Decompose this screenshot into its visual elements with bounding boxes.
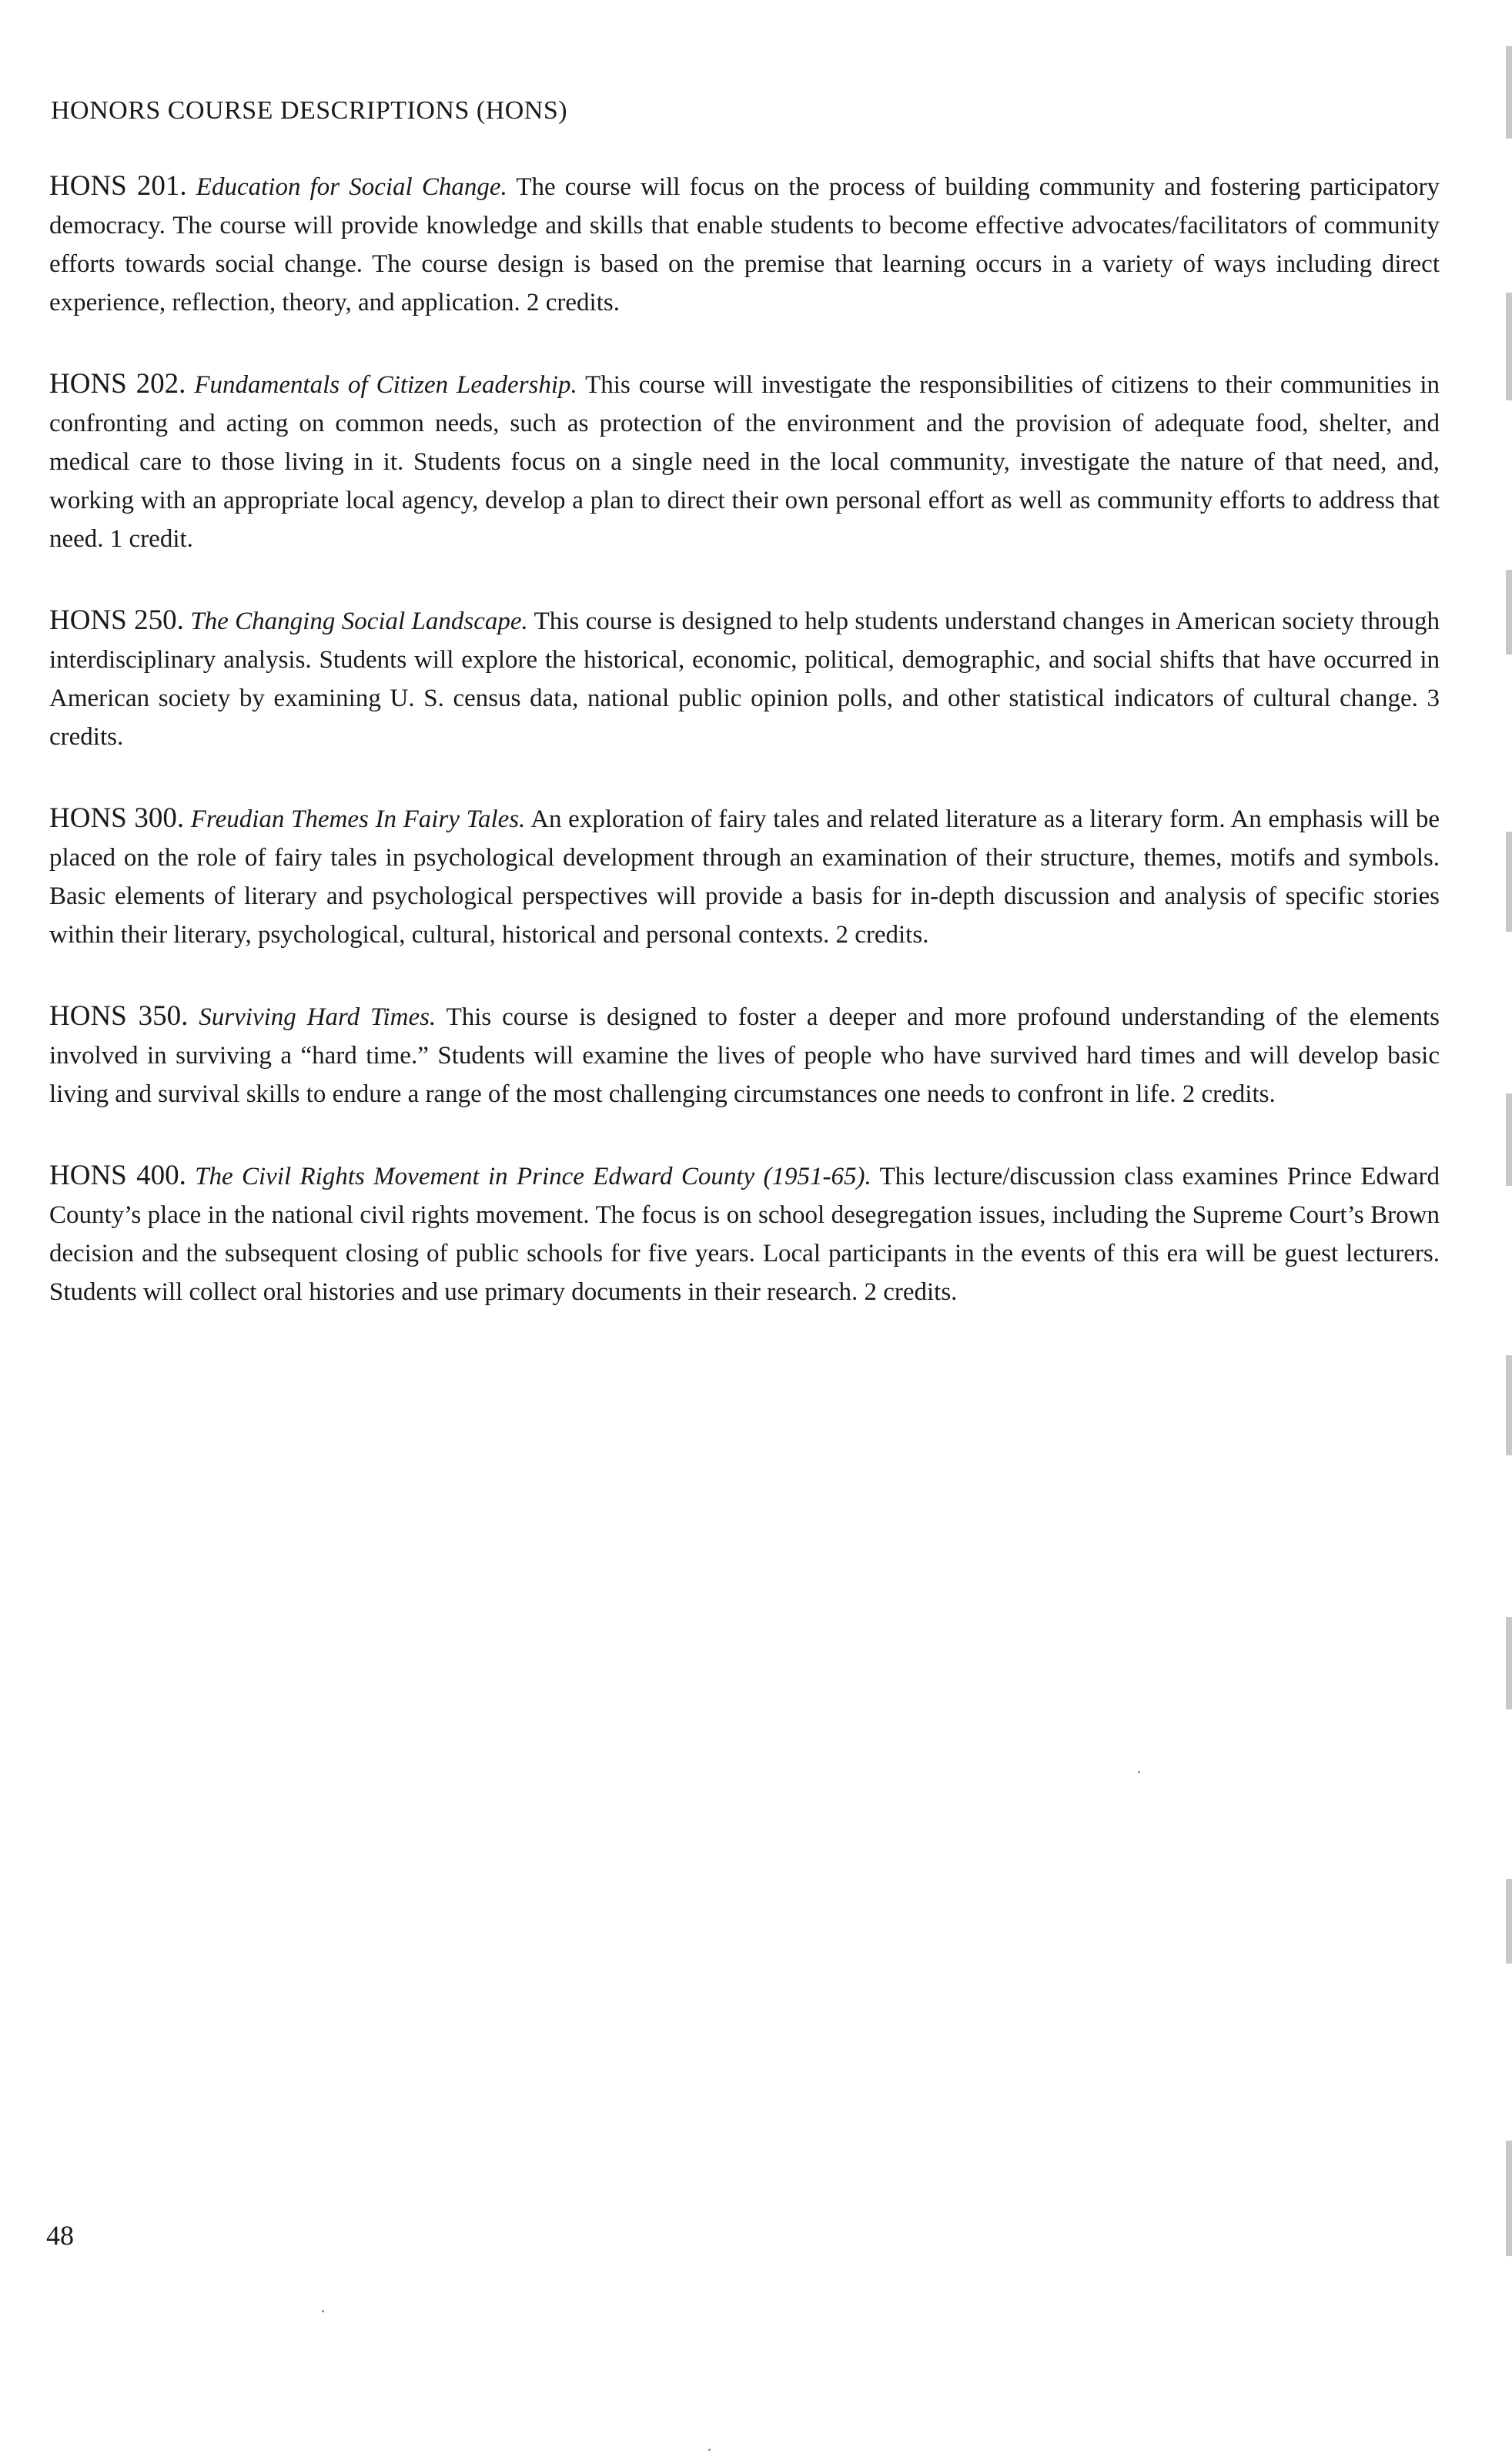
scan-edge-mark [1506, 570, 1512, 655]
scan-speck [1138, 1771, 1140, 1773]
course-code: HONS 300. [49, 802, 185, 834]
course-code: HONS 201. [49, 169, 187, 202]
document-page [49, 49, 1440, 1354]
course-description: This lecture/discussion class examines Prince Edward County’s place in the national civil rights movement. The focus is on school desegregation issues, including the Supreme Court’s Brown decision and the subsequent closing of public schools for five years. Local participants in the events of this era will be guest lecturers. Students will collect oral histories and use primary documents in their research. 2 credits. [49, 1162, 1440, 1306]
course-code: HONS 350. [49, 999, 189, 1032]
course-entry [49, 601, 1440, 756]
course-description: This course will investigate the responsibilities of citizens to their communities in confronting and acting on common needs, such as protection of the environment and the provision of adequate food, shelter, and medical care to those living in it. Students focus on a single need in the local community, investigate the nature of that need, and, working with an appropriate local agency, develop a plan to direct their own personal effort as well as community efforts to address that need. 1 credit. [49, 370, 1440, 553]
scan-edge-mark [1506, 832, 1512, 932]
course-entry [49, 167, 1440, 322]
scan-edge-mark [1506, 1355, 1512, 1455]
course-title: Freudian Themes In Fairy Tales. [190, 805, 526, 833]
scan-edge-mark [1506, 1879, 1512, 1964]
course-description: The course will focus on the process of building community and fostering participatory democracy. The course will provide knowledge and skills that enable students to become effective advocates/facilitators of community efforts towards social change. The course design is based on the premise that learning occurs in a variety of ways including direct experience, reflection, theory, and application. 2 credits. [49, 172, 1440, 316]
course-entry [49, 1157, 1440, 1311]
scan-edge-mark [1506, 2141, 1512, 2256]
course-title: Fundamentals of Citizen Leadership. [194, 370, 577, 399]
course-code: HONS 400. [49, 1159, 186, 1191]
course-description: This course is designed to help students understand changes in American society through interdisciplinary analysis. Students will explore the historical, economic, political, demographic, and social shifts that have occurred in American society by examining U. S. census data, national public opinion polls, and other statistical indicators of cultural change. 3 credits. [49, 607, 1440, 751]
course-title: Surviving Hard Times. [199, 1003, 437, 1031]
course-code: HONS 202. [49, 367, 186, 400]
scan-speck [322, 2310, 324, 2312]
course-entry [49, 997, 1440, 1113]
course-title: The Civil Rights Movement in Prince Edward County (1951-65). [195, 1162, 871, 1190]
page-number: 48 [46, 2220, 74, 2251]
course-title: Education for Social Change. [196, 172, 507, 201]
course-title: The Changing Social Landscape. [190, 607, 528, 635]
course-entry [49, 365, 1440, 558]
scan-edge-mark [1506, 293, 1512, 400]
course-description: An exploration of fairy tales and related literature as a literary form. An emphasis will be placed on the role of fairy tales in psychological development through an examination of their structure, themes, motifs and symbols. Basic elements of literary and psychological perspectives will provide a basis for in-depth discussion and analysis of specific stories within their literary, psychological, cultural, historical and personal contexts. 2 credits. [49, 805, 1440, 949]
course-entry [49, 799, 1440, 954]
scan-edge-mark [1506, 46, 1512, 139]
scan-edge-mark [1506, 1093, 1512, 1186]
course-description: This course is designed to foster a deeper and more profound understanding of the elements involved in surviving a “hard time.” Students will examine the lives of people who have survived hard times and will develop basic living and survival skills to endure a range of the most challenging circumstances one needs to confront in life. 2 credits. [49, 1003, 1440, 1108]
course-code: HONS 250. [49, 604, 184, 636]
scan-edge-mark [1506, 1617, 1512, 1709]
page-heading: HONORS COURSE DESCRIPTIONS (HONS) [51, 96, 568, 125]
